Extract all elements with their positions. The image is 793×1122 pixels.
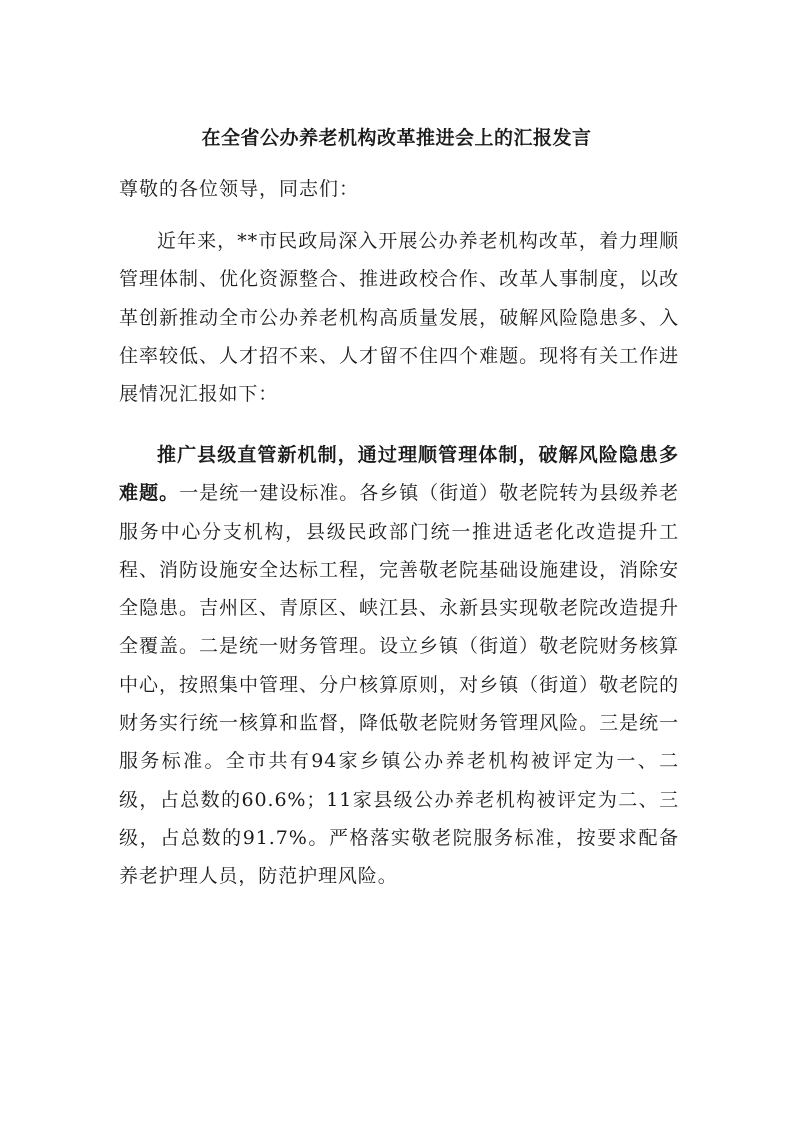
salutation: 尊敬的各位领导，同志们： [119,178,360,200]
section-1-heading: 推广县级直管新机制，通过理顺管理体制，破解风险隐患多难题。 [119,444,679,505]
paragraph-intro-text: 近年来，**市民政局深入开展公办养老机构改革，着力理顺管理体制、优化资源整合、推进政校合作、改革人事制度，以改革创新推动全市公办养老机构高质量发展，破解风险隐患多、入住率较低、人才招不来、人才留不住四个难题。现将有关工作进展情况汇报如下： [119,230,679,406]
section-1-body: 一是统一建设标准。各乡镇（街道）敬老院转为县级养老服务中心分支机构，县级民政部门统一推进适老化改造提升工程、消防设施安全达标工程，完善敬老院基础设施建设，消除安全隐患。吉州区、青原区、峡江县、永新县实现敬老院改造提升全覆盖。二是统一财务管理。设立乡镇（街道）敬老院财务核算中心，按照集中管理、分户核算原则，对乡镇（街道）敬老院的财务实行统一核算和监督，降低敬老院财务管理风险。三是统一服务标准。全市共有94家乡镇公办养老机构被评定为一、二级，占总数的60.6%；11家县级公办养老机构被评定为二、三级，占总数的91.7%。严格落实敬老院服务标准，按要求配备养老护理人员，防范护理风险。 [119,482,679,888]
paragraph-section-1 [119,436,679,896]
document-title: 在全省公办养老机构改革推进会上的汇报发言 [201,127,592,149]
paragraph-intro [119,222,679,413]
